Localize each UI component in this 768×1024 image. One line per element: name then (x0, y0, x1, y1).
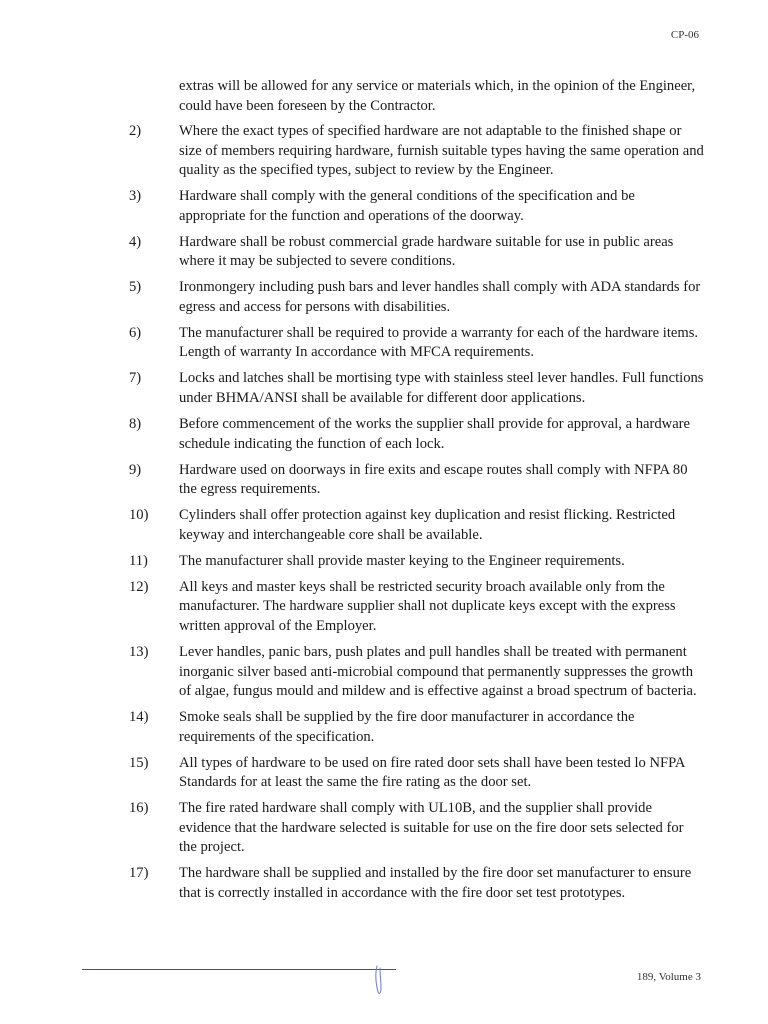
numbered-list (0, 122, 768, 903)
list-item (0, 324, 768, 363)
list-item (0, 754, 768, 793)
list-item-text: The fire rated hardware shall comply with UL10B, and the supplier shall provide evidence that the hardware selected is suitable for use on the fire door sets selected for the project. (179, 800, 684, 856)
continuation-paragraph: extras will be allowed for any service or materials which, in the opinion of the Engineer, could have been foreseen by the Contractor. (179, 78, 696, 114)
list-item-text: All types of hardware to be used on fire rated door sets shall have been tested lo NFPA Standards for at least the same the fire rating as the door set. (179, 754, 685, 791)
list-item-text: All keys and master keys shall be restricted security broach available only from the manufacturer. The hardware supplier shall not duplicate keys except with the express written approval of the Employer. (179, 578, 676, 634)
list-item-number: 14) (129, 709, 149, 726)
list-item-text: Smoke seals shall be supplied by the fire door manufacturer in accordance the requirements of the specification. (179, 709, 635, 745)
list-item-number: 7) (129, 370, 142, 387)
list-item (0, 864, 768, 903)
list-item-number: 2) (129, 123, 142, 139)
list-item-number: 3) (129, 188, 142, 205)
list-item-text: The manufacturer shall provide master keying to the Engineer requirements. (179, 552, 625, 569)
list-item-number: 4) (129, 233, 142, 250)
list-item-text: Where the exact types of specified hardware are not adaptable to the finished shape or size of members requiring hardware, furnish suitable types having the same operation and quality as the specified types, subject to review by the Engineer. (179, 123, 704, 178)
list-item (0, 369, 768, 408)
list-item-text: Hardware used on doorways in fire exits and escape routes shall comply with NFPA 80 the egress requirements. (179, 461, 688, 498)
signature-mark (372, 962, 388, 998)
list-item (0, 415, 768, 454)
list-item-number: 10) (129, 507, 149, 524)
list-item-number: 5) (129, 279, 142, 296)
list-item-number: 16) (129, 800, 149, 817)
list-item-text: Hardware shall comply with the general conditions of the specification and be appropriate for the function and operations of the doorway. (179, 188, 635, 224)
list-item (0, 278, 768, 317)
list-item-number: 8) (129, 416, 142, 433)
list-item-number: 11) (129, 552, 148, 569)
page-number: 189, Volume 3 (636, 971, 701, 983)
list-item-number: 12) (129, 578, 149, 595)
list-item (0, 122, 768, 181)
list-item (0, 552, 768, 572)
list-item-text: Lever handles, panic bars, push plates and pull handles shall be treated with permanent inorganic silver based anti-microbial compound that permanently suppresses the growth of algae, fungus mould and mildew and is effective against a broad spectrum of bacteria. (179, 644, 697, 700)
list-item (0, 506, 768, 545)
list-item-text: The manufacturer shall be required to provide a warranty for each of the hardware items. Length of warranty In accordance with MFCA requirements. (179, 324, 699, 361)
list-item-number: 9) (129, 461, 142, 478)
list-item-number: 15) (129, 754, 149, 771)
list-item-text: Ironmongery including push bars and lever handles shall comply with ADA standards for egress and access for persons with disabilities. (179, 279, 701, 315)
list-item-number: 13) (129, 644, 149, 661)
list-item (0, 187, 768, 226)
list-item (0, 799, 768, 858)
list-item (0, 578, 768, 637)
list-item-number: 6) (129, 324, 142, 341)
list-item (0, 708, 768, 747)
list-item (0, 461, 768, 500)
list-item-text: Before commencement of the works the supplier shall provide for approval, a hardware schedule indicating the function of each lock. (179, 416, 691, 452)
list-item (0, 643, 768, 702)
document-body (0, 77, 768, 910)
document-code: CP-06 (670, 29, 699, 41)
list-item-text: The hardware shall be supplied and installed by the fire door set manufacturer to ensure that is correctly installed in accordance with the fire door set test prototypes. (179, 865, 692, 901)
list-item-text: Locks and latches shall be mortising type with stainless steel lever handles. Full functions under BHMA/ANSI shall be available for different door applications. (179, 370, 704, 406)
footer-rule (82, 969, 396, 970)
list-item-number: 17) (129, 865, 149, 882)
list-item (0, 233, 768, 272)
list-item-text: Hardware shall be robust commercial grade hardware suitable for use in public areas where it may be subjected to severe conditions. (179, 233, 674, 270)
list-item-text: Cylinders shall offer protection against key duplication and resist flicking. Restricted keyway and interchangeable core shall be available. (179, 507, 676, 543)
